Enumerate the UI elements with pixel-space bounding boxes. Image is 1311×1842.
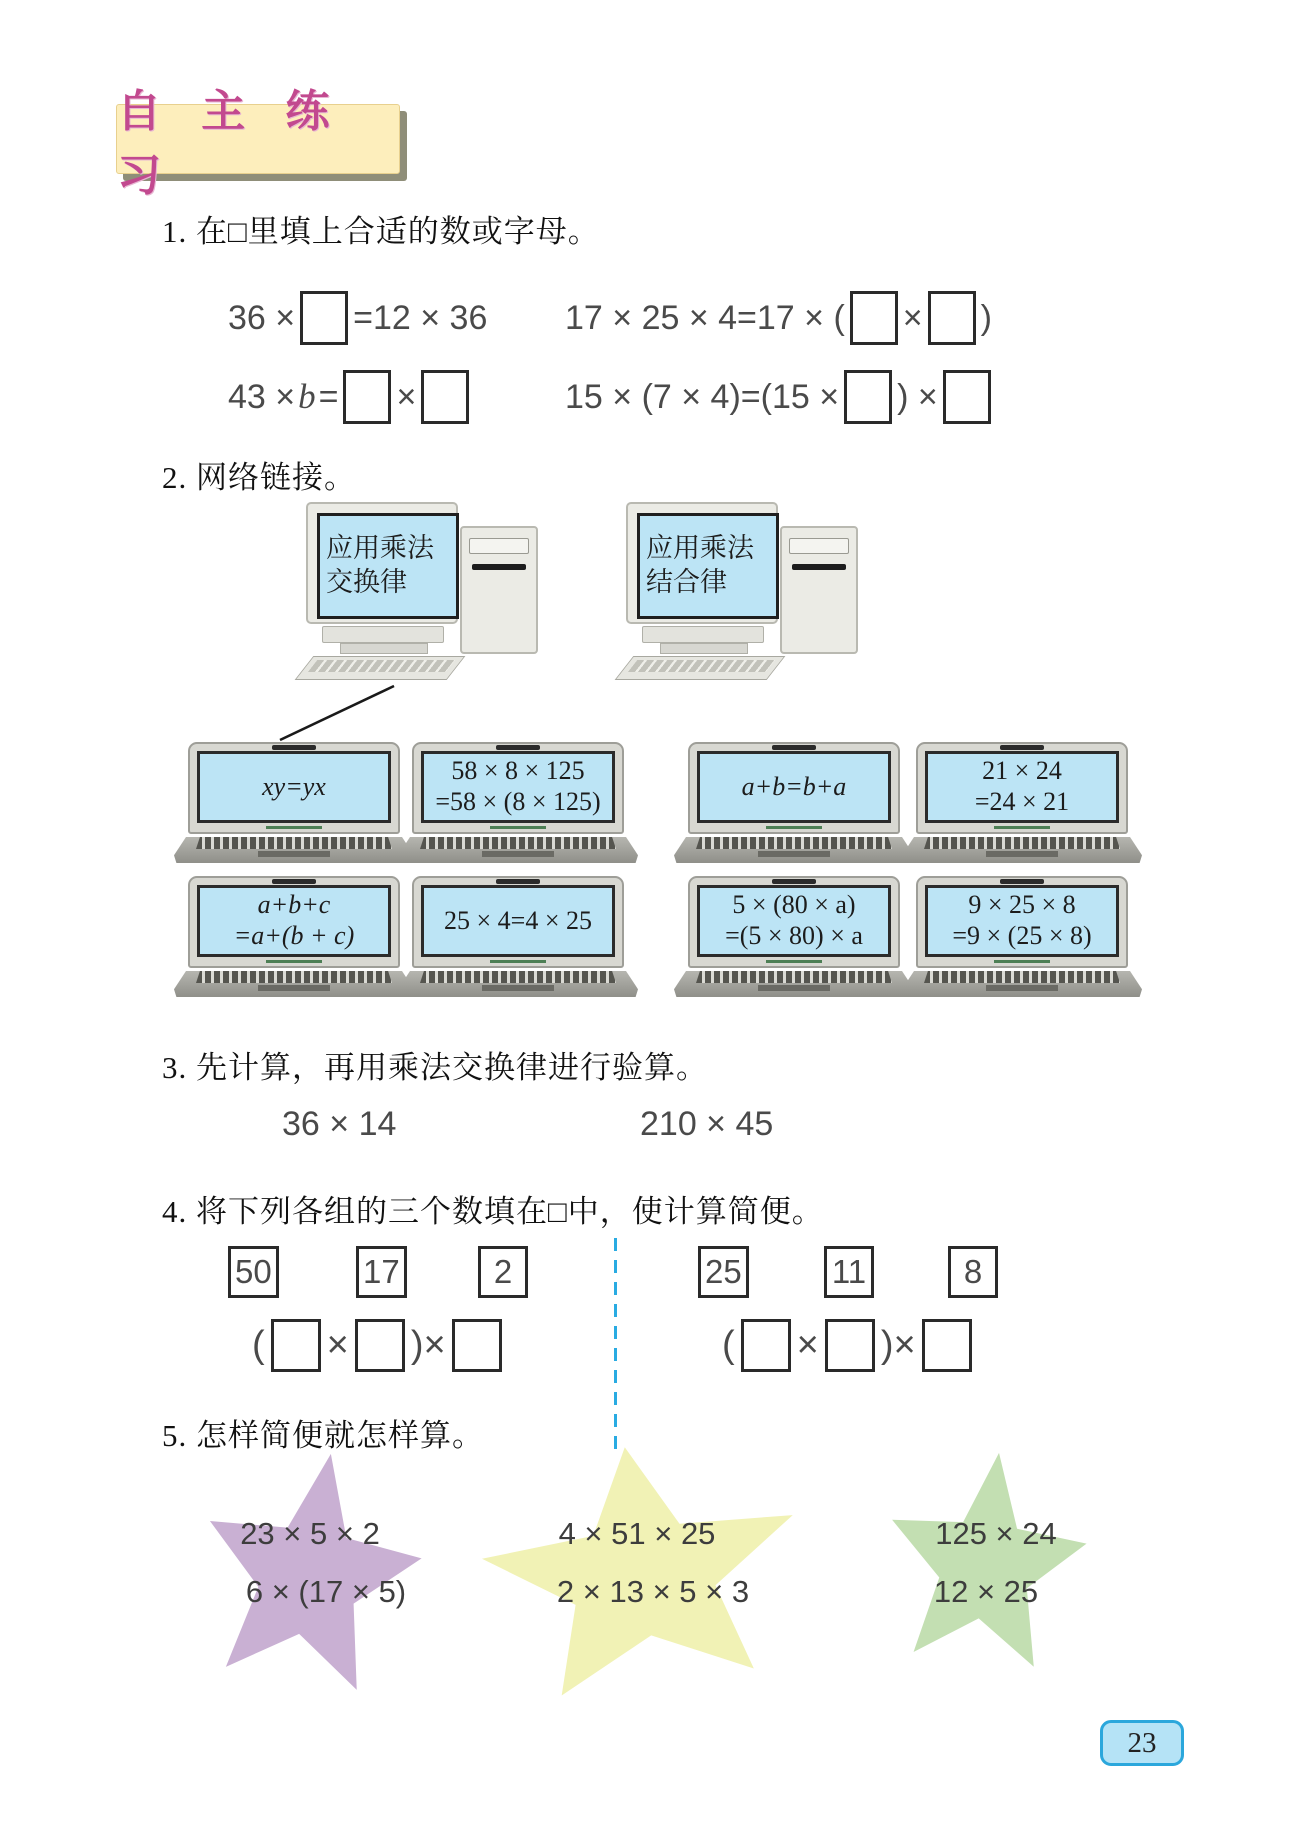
number-chip: 50 [228,1246,279,1298]
laptop-screen [697,751,891,823]
laptop-keyboard [174,971,414,997]
laptop-hinge [496,745,540,750]
monitor [626,502,778,624]
equation-text: 36 × [228,298,296,337]
answer-box[interactable] [928,291,976,345]
laptop-hinge [1000,745,1044,750]
laptop-screen [925,751,1119,823]
laptop-hinge [272,879,316,884]
answer-box[interactable] [343,370,391,424]
monitor-screen [317,513,459,619]
equation-text: 17 × 25 × 4=17 × ( [565,298,845,337]
laptop-expression-line: 25 × 4=4 × 25 [444,905,592,935]
equation-text: 15 × (7 × 4)=(15 × [565,377,840,416]
laptop-card[interactable] [412,742,624,863]
number-chip: 2 [478,1246,528,1298]
formula-text: ( [252,1323,265,1366]
answer-box[interactable] [355,1319,405,1372]
laptop-screen [421,751,615,823]
laptop-expression-line: =a+(b + c) [233,921,355,950]
laptop-expression-line: xy=yx [262,771,326,801]
page-number: 23 [1127,1726,1157,1759]
monitor-chin [642,626,764,643]
answer-box[interactable] [421,370,469,424]
laptop-brand-strip [994,826,1050,829]
formula-text: ) [880,1323,894,1366]
answer-box[interactable] [922,1319,972,1372]
equation-1b [565,289,992,347]
formula-text: × [326,1323,349,1366]
star-expression: 6 × (17 × 5) [245,1574,407,1609]
equation-1c [228,368,474,426]
laptop-keyboard [902,971,1142,997]
dashed-divider [614,1238,617,1450]
exercise-2-title: 2. 网络链接。 [162,460,356,495]
laptop-expression-line: a+b=b+a [741,771,847,801]
variable-b: b [298,377,316,416]
equation-1a [228,289,487,347]
computer-tower [460,526,538,654]
laptop-brand-strip [266,826,322,829]
star-expression: 23 × 5 × 2 [240,1516,380,1551]
laptop-expression-line: 58 × 8 × 125 [451,756,585,786]
monitor-stand [340,643,428,654]
exercise-5-title: 5. 怎样简便就怎样算。 [162,1418,484,1453]
laptop-hinge [1000,879,1044,884]
screen-text-line: 应用乘法 [326,533,434,564]
formula-text: × [796,1323,819,1366]
laptop-expression-line: =58 × (8 × 125) [435,787,601,816]
laptop-brand-strip [766,960,822,963]
laptop-card[interactable] [188,876,400,997]
star-expression: 125 × 24 [935,1516,1057,1551]
star-shape-green [869,1440,1101,1693]
laptop-hinge [272,745,316,750]
formula-text: × [893,1323,916,1366]
laptop-brand-strip [266,960,322,963]
laptop-keyboard [398,971,638,997]
laptop-keyboard [398,837,638,863]
laptop-expression-line: =(5 × 80) × a [725,921,863,950]
exercise-4-title: 4. 将下列各组的三个数填在□中，使计算简便。 [162,1194,824,1229]
number-chip: 25 [698,1246,749,1298]
number-chip: 8 [948,1246,998,1298]
equation-text: ) × [897,377,938,416]
laptop-expression-line: 5 × (80 × a) [732,890,856,920]
screen-text-line: 应用乘法 [646,533,754,564]
answer-box[interactable] [844,370,892,424]
laptop-brand-strip [490,826,546,829]
laptop-card[interactable] [188,742,400,863]
star-expression: 4 × 51 × 25 [558,1516,716,1551]
laptop-hinge [772,745,816,750]
laptop-card[interactable] [688,742,900,863]
star-expression: 2 × 13 × 5 × 3 [556,1574,750,1609]
screen-text-line: 交换律 [326,567,407,597]
laptop-brand-strip [490,960,546,963]
answer-box[interactable] [300,291,348,345]
number-chip: 11 [824,1246,874,1298]
star-expression: 12 × 25 [933,1574,1039,1609]
laptop-keyboard [674,837,914,863]
laptop-keyboard [902,837,1142,863]
laptop-expression-line: =9 × (25 × 8) [952,921,1092,950]
laptop-screen [197,885,391,957]
exercise-3-title: 3. 先计算，再用乘法交换律进行验算。 [162,1050,708,1085]
desktop-computer-associative[interactable] [618,502,862,680]
exercise-1-title: 1. 在□里填上合适的数或字母。 [162,214,600,249]
laptop-card[interactable] [412,876,624,997]
formula-text: ( [722,1323,735,1366]
laptop-expression-line: 9 × 25 × 8 [968,890,1076,920]
laptop-screen [197,751,391,823]
equation-text: × [396,377,417,416]
number-chip: 17 [356,1246,407,1298]
formula-left [252,1318,508,1372]
practice-header-badge [116,87,400,200]
laptop-brand-strip [994,960,1050,963]
practice-header-title: 自 主 练 习 [117,87,344,200]
laptop-card[interactable] [688,876,900,997]
laptop-keyboard [674,971,914,997]
equation-text: 43 × [228,377,296,416]
computer-tower [780,526,858,654]
link-line [268,676,408,748]
answer-box[interactable] [452,1319,502,1372]
exercise-3-expression-left: 36 × 14 [282,1105,397,1143]
laptop-expression-line: a+b+c [257,890,331,920]
equation-text: ) [980,298,992,337]
laptop-screen [697,885,891,957]
monitor-screen [637,513,779,619]
answer-box[interactable] [825,1319,875,1372]
formula-text: ) [410,1323,424,1366]
laptop-brand-strip [766,826,822,829]
laptop-expression-line: =24 × 21 [974,787,1070,816]
monitor-stand [660,643,748,654]
equation-1d [565,368,996,426]
desktop-keyboard [615,656,786,680]
laptop-screen [925,885,1119,957]
laptop-screen [421,885,615,957]
laptop-card[interactable] [916,742,1128,863]
screen-text-line: 结合律 [646,567,727,597]
laptop-hinge [496,879,540,884]
answer-box[interactable] [943,370,991,424]
formula-text: × [423,1323,446,1366]
answer-box[interactable] [271,1319,321,1372]
formula-right [722,1318,978,1372]
monitor-chin [322,626,444,643]
laptop-keyboard [174,837,414,863]
laptop-card[interactable] [916,876,1128,997]
exercise-3-expression-right: 210 × 45 [640,1105,774,1143]
monitor [306,502,458,624]
equation-text: × [902,298,923,337]
equation-text: = [318,377,339,416]
answer-box[interactable] [741,1319,791,1372]
page-number-badge [1100,1720,1184,1766]
laptop-expression-line: 21 × 24 [982,756,1062,786]
desktop-computer-commutative[interactable] [298,502,542,680]
equation-text: =12 × 36 [353,298,488,337]
answer-box[interactable] [850,291,898,345]
laptop-hinge [772,879,816,884]
